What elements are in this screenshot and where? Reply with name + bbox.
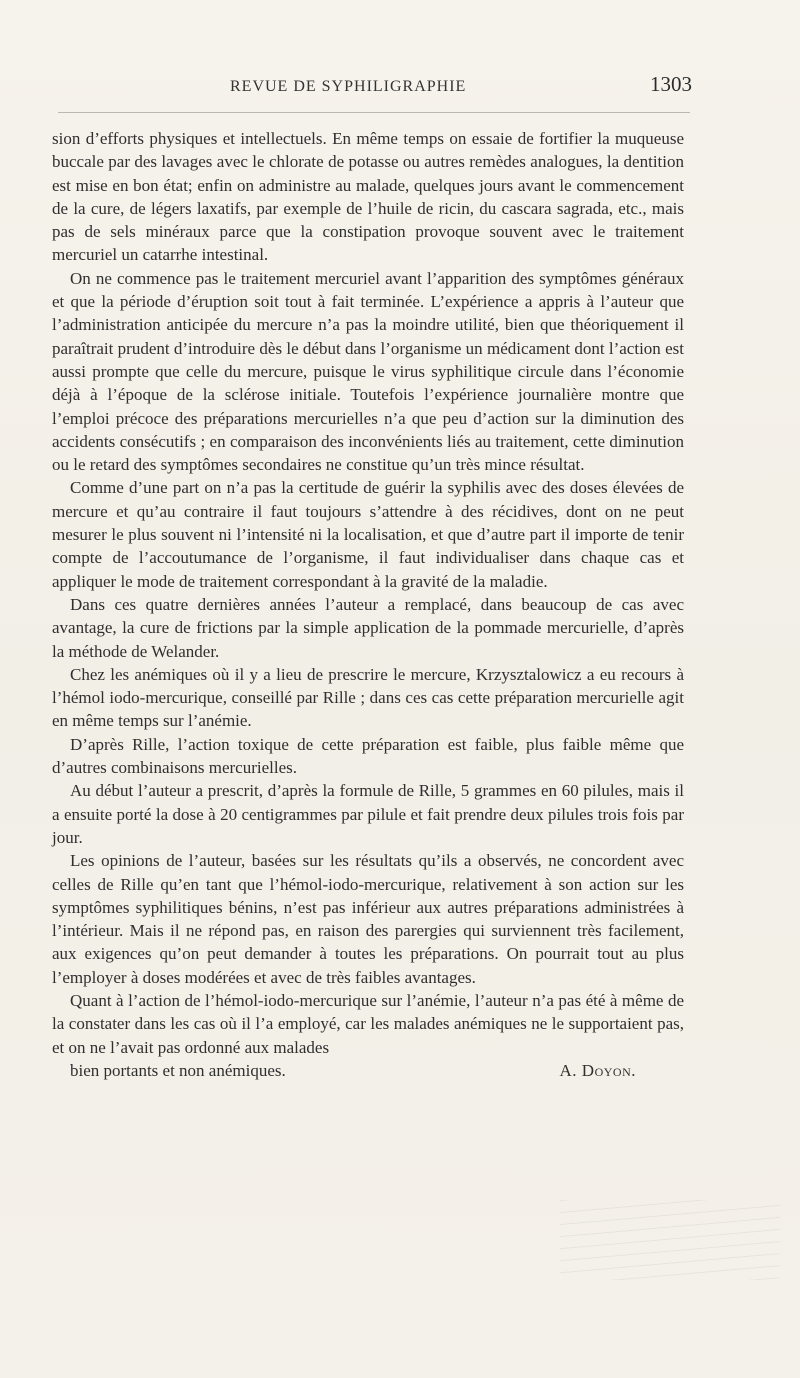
page-number: 1303 xyxy=(650,72,692,96)
page-header xyxy=(52,72,692,102)
closing-text: bien portants et non anémiques. xyxy=(70,1060,286,1080)
paragraph-4: Dans ces quatre dernières années l’auteur a remplacé, dans beaucoup de cas avec avantage, la cure de frictions par la simple application de la pommade mercurielle, d’après la méthode de Welander. xyxy=(52,594,684,661)
paragraph-7: Au début l’auteur a prescrit, d’après la formule de Rille, 5 grammes en 60 pilules, mais il a ensuite porté la dose à 20 centigrammes par pilule et fait prendre deux pilules trois fois par jour. xyxy=(52,781,684,847)
author-signature: A. Doyon. xyxy=(559,1060,636,1080)
closing-line xyxy=(52,1059,684,1082)
paragraph-1: sion d’efforts physiques et intellectuels. En même temps on essaie de fortifier la muqueuse buccale par des lavages avec le chlorate de potasse ou autres remèdes analogues, la dentition est mise en bon état; enfin on administre au malade, quelques jours avant le commencement de la cure, de légers laxatifs, par exemple de l’huile de ricin, du cascara sagrada, etc., mais pas de sels minéraux parce que la constipation provoque souvent avec le traitement mercuriel un catarrhe intestinal. xyxy=(52,129,684,265)
paragraph-5: Chez les anémiques où il y a lieu de prescrire le mercure, Krzysztalowicz a eu recours à l’hémol iodo-mercurique, conseillé par Rille ; dans ces cas cette préparation mercurielle agit en même temps sur l’anémie. xyxy=(52,664,684,731)
article-body xyxy=(52,127,684,1082)
header-rule xyxy=(58,112,690,113)
paragraph-2: On ne commence pas le traitement mercuriel avant l’apparition des symptômes généraux et que la période d’éruption soit tout à fait terminée. L’expérience a appris à l’auteur que l’administration anticipée du mercure n’a pas la moindre utilité, bien que théoriquement il paraîtrait prudent d’introduire dès le début dans l’organisme un médicament dont l’action est aussi prompte que celle du mercure, puisque le virus syphilitique circule dans l’économie déjà à l’époque de la sclérose initiale. Toutefois l’expérience journalière montre que l’emploi précoce des préparations mercurielles n’a que peu d’action sur la diminution des accidents consécutifs ; en comparaison des inconvénients liés au traitement, cette diminution ou le retard des symptômes secondaires ne constitue qu’un très mince résultat. xyxy=(52,268,684,475)
running-title: REVUE DE SYPHILIGRAPHIE xyxy=(230,78,467,95)
paragraph-6: D’après Rille, l’action toxique de cette préparation est faible, plus faible même que d’autres combinaisons mercurielles. xyxy=(52,734,684,778)
show-through-texture xyxy=(560,1200,780,1280)
paragraph-3: Comme d’une part on n’a pas la certitude de guérir la syphilis avec des doses élevées de mercure et qu’au contraire il faut toujours s’attendre à des récidives, dont on ne peut mesurer le plus souvent ni l’intensité ni la localisation, et que d’autre part il importe de tenir compte de l’accoutumance de l’organisme, il faut individualiser dans chaque cas et appliquer le mode de traitement correspondant à la gravité de la maladie. xyxy=(52,478,684,591)
paragraph-8: Les opinions de l’auteur, basées sur les résultats qu’ils a observés, ne concordent avec celles de Rille qu’en tant que l’hémol-iodo-mercurique, relativement à son action sur les symptômes syphilitiques bénins, n’est pas inférieur aux autres préparations administrées à l’intérieur. Mais il ne répond pas, en raison des parergies qui surviennent très facilement, aux exigences qu’on peut demander à toutes les préparations. On pourrait tout au plus l’employer à doses modérées et avec de très faibles avantages. xyxy=(52,851,684,987)
paragraph-9: Quant à l’action de l’hémol-iodo-mercurique sur l’anémie, l’auteur n’a pas été à même de la constater dans les cas où il l’a employé, car les malades anémiques ne le supportaient pas, et on ne l’avait pas ordonné aux malades xyxy=(52,990,684,1057)
